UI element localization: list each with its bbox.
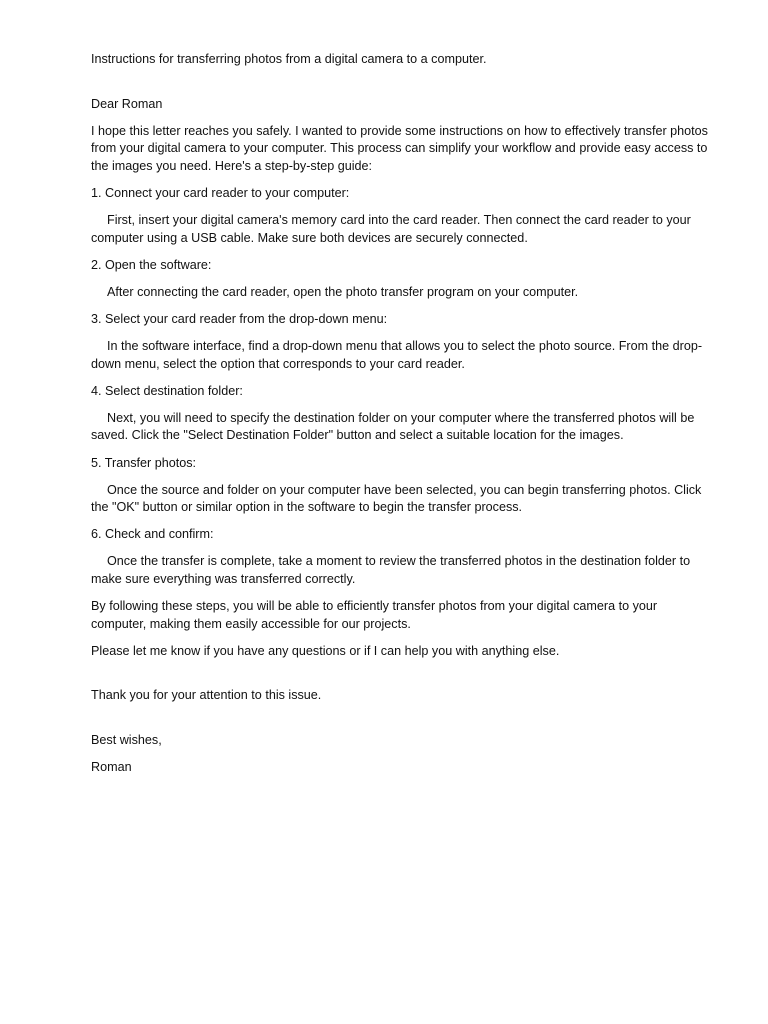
- step-1-heading: 1. Connect your card reader to your computer:: [91, 185, 350, 200]
- step-5-heading: 5. Transfer photos:: [91, 455, 197, 470]
- thanks-paragraph: Thank you for your attention to this issue.: [91, 688, 322, 703]
- document-title: Instructions for transferring photos from a digital camera to a computer.: [91, 52, 487, 66]
- intro-paragraph: I hope this letter reaches you safely. I wanted to provide some instructions on how to effectively transfer photos from your digital camera to your computer. This process can simplify your workflow and provide easy access to the images you need. Here's a step-by-step guide:: [91, 123, 708, 173]
- offer-paragraph: Please let me know if you have any questions or if I can help you with anything else.: [91, 643, 560, 658]
- step-4-body: Next, you will need to specify the destination folder on your computer where the transferred photos will be saved. Click the "Select Destination Folder" button and select a suitable location for the images.: [91, 410, 695, 443]
- closing: Best wishes,: [91, 732, 162, 747]
- conclusion-paragraph: By following these steps, you will be able to efficiently transfer photos from your digital camera to your computer, making them easily accessible for our projects.: [91, 599, 658, 631]
- step-5-body: Once the source and folder on your computer have been selected, you can begin transferring photos. Click the "OK" button or similar option in the software to begin the transfer process.: [91, 482, 702, 515]
- step-2-body: After connecting the card reader, open the photo transfer program on your computer.: [107, 284, 579, 299]
- step-4-heading: 4. Select destination folder:: [91, 383, 243, 398]
- step-6-body: Once the transfer is complete, take a moment to review the transferred photos in the destination folder to make sure everything was transferred correctly.: [91, 554, 691, 586]
- step-2-heading: 2. Open the software:: [91, 257, 212, 272]
- signature: Roman: [91, 760, 132, 775]
- step-1-body: First, insert your digital camera's memory card into the card reader. Then connect the card reader to your computer using a USB cable. Make sure both devices are securely connected.: [91, 213, 691, 245]
- step-6-heading: 6. Check and confirm:: [91, 527, 214, 542]
- step-3-heading: 3. Select your card reader from the drop-down menu:: [91, 311, 388, 326]
- step-3-body: In the software interface, find a drop-down menu that allows you to select the photo source. From the drop-down menu, select the option that corresponds to your card reader.: [91, 339, 703, 371]
- greeting: Dear Roman: [91, 96, 163, 111]
